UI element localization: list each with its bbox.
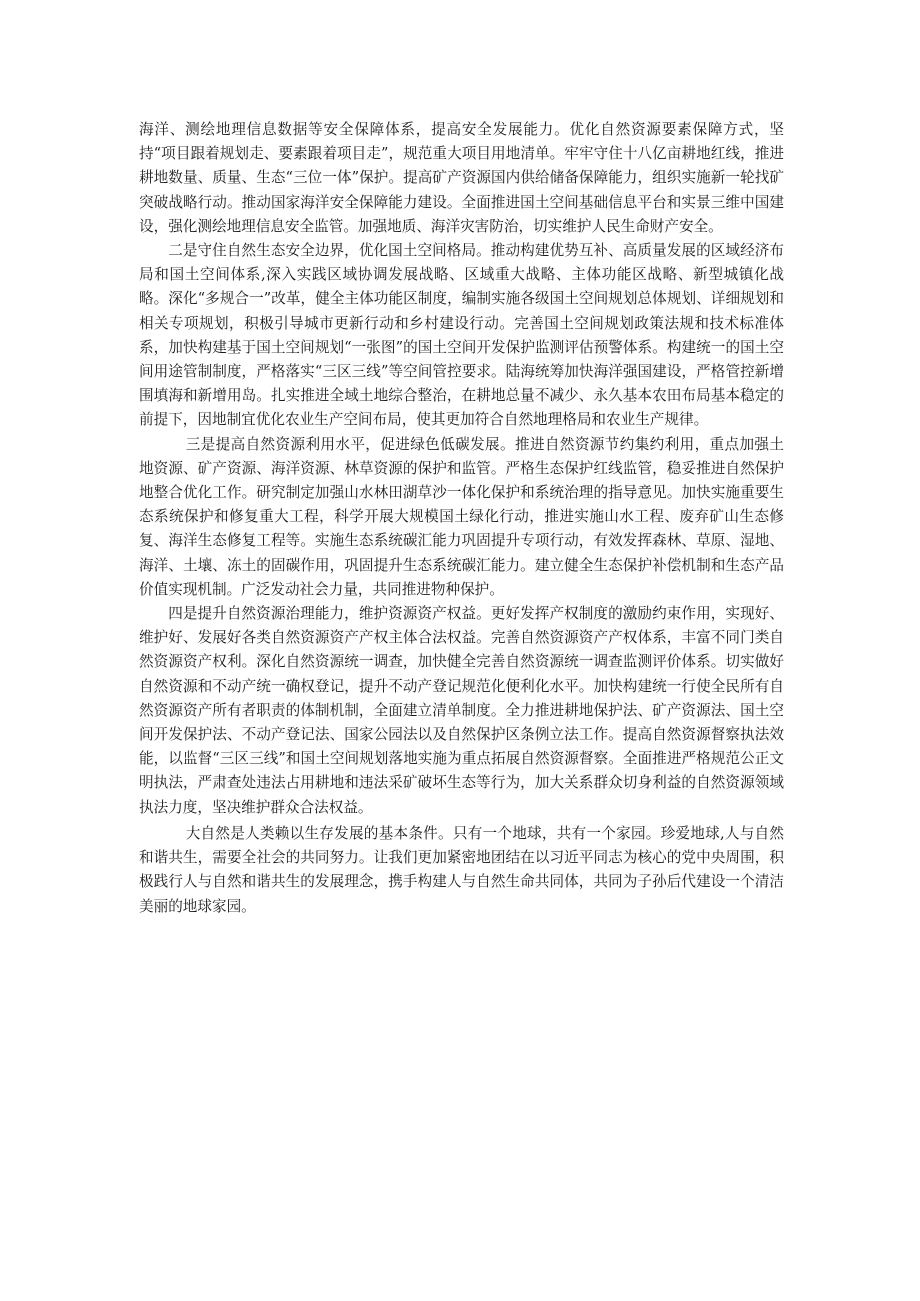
paragraph-security-guarantee: 海洋、测绘地理信息数据等安全保障体系，提高安全发展能力。优化自然资源要素保障方式，坚持“项目跟着规划走、要素跟着项目走”，规范重大项目用地清单。牢牢守住十八亿亩耕地红线，推进耕地数量、质量、生态“三位一体”保护。提高矿产资源国内供给储备保障能力，组织实施新一轮找矿突破战略行动。推动国家海洋安全保障能力建设。全面推进国土空间基础信息平台和实景三维中国建设，强化测绘地理信息安全监管。加强地质、海洋灾害防治，切实维护人民生命财产安全。 <box>139 121 784 235</box>
paragraph-governance-capacity: 四是提升自然资源治理能力，维护资源资产权益。更好发挥产权制度的激励约束作用，实现好、维护好、发展好各类自然资源资产产权主体合法权益。完善自然资源资产产权体系，丰富不同门类自然资源资产权利。深化自然资源统一调查，加快健全完善自然资源统一调查监测评价体系。切实做好自然资源和不动产统一确权登记，提升不动产登记规范化便利化水平。加快构建统一行使全民所有自然资源资产所有者职责的体制机制，全面建立清单制度。全力推进耕地保护法、矿产资源法、国土空间开发保护法、不动产登记法、国家公园法以及自然保护区条例立法工作。提高自然资源督察执法效能，以监督“三区三线”和国土空间规划落地实施为重点拓展自然资源督察。全面推进严格规范公正文明执法，严肃查处违法占用耕地和违法采矿破坏生态等行为，加大关系群众切身利益的自然资源领域执法力度，坚决维护群众合法权益。 <box>139 605 784 816</box>
paragraph-conclusion: 大自然是人类赖以生存发展的基本条件。只有一个地球，共有一个家园。珍爱地球,人与自然和谐共生，需要全社会的共同努力。让我们更加紧密地团结在以习近平同志为核心的党中央周围，积极践行人与自然和谐共生的发展理念，携手构建人与自然生命共同体，共同为子孙后代建设一个清洁美丽的地球家园。 <box>139 824 784 915</box>
paragraph-resource-utilization: 三是提高自然资源利用水平，促进绿色低碳发展。推进自然资源节约集约利用，重点加强土地资源、矿产资源、海洋资源、林草资源的保护和监管。严格生态保护红线监管，稳妥推进自然保护地整合优化工作。研究制定加强山水林田湖草沙一体化保护和系统治理的指导意见。加快实施重要生态系统保护和修复重大工程，科学开展大规模国土绿化行动，推进实施山水工程、废弃矿山生态修复、海洋生态修复工程等。实施生态系统碳汇能力巩固提升专项行动，有效发挥森林、草原、湿地、海洋、土壤、冻土的固碳作用，巩固提升生态系统碳汇能力。建立健全生态保护补偿机制和生态产品价值实现机制。广泛发动社会力量，共同推进物种保护。 <box>139 435 784 598</box>
document-page <box>139 118 784 919</box>
paragraph-ecological-boundary: 二是守住自然生态安全边界，优化国土空间格局。推动构建优势互补、高质量发展的区域经济布局和国土空间体系,深入实践区域协调发展战略、区域重大战略、主体功能区战略、新型城镇化战略。深化“多规合一”改革，健全主体功能区制度，编制实施各级国土空间规划总体规划、详细规划和相关专项规划，积极引导城市更新行动和乡村建设行动。完善国土空间规划政策法规和技术标准体系，加快构建基于国土空间规划“一张图”的国土空间开发保护监测评估预警体系。构建统一的国土空间用途管制制度，严格落实“三区三线”等空间管控要求。陆海统筹加快海洋强国建设，严格管控新增围填海和新增用岛。扎实推进全域土地综合整治，在耕地总量不减少、永久基本农田布局基本稳定的前提下，因地制宜优化农业生产空间布局，使其更加符合自然地理格局和农业生产规律。 <box>139 242 784 429</box>
